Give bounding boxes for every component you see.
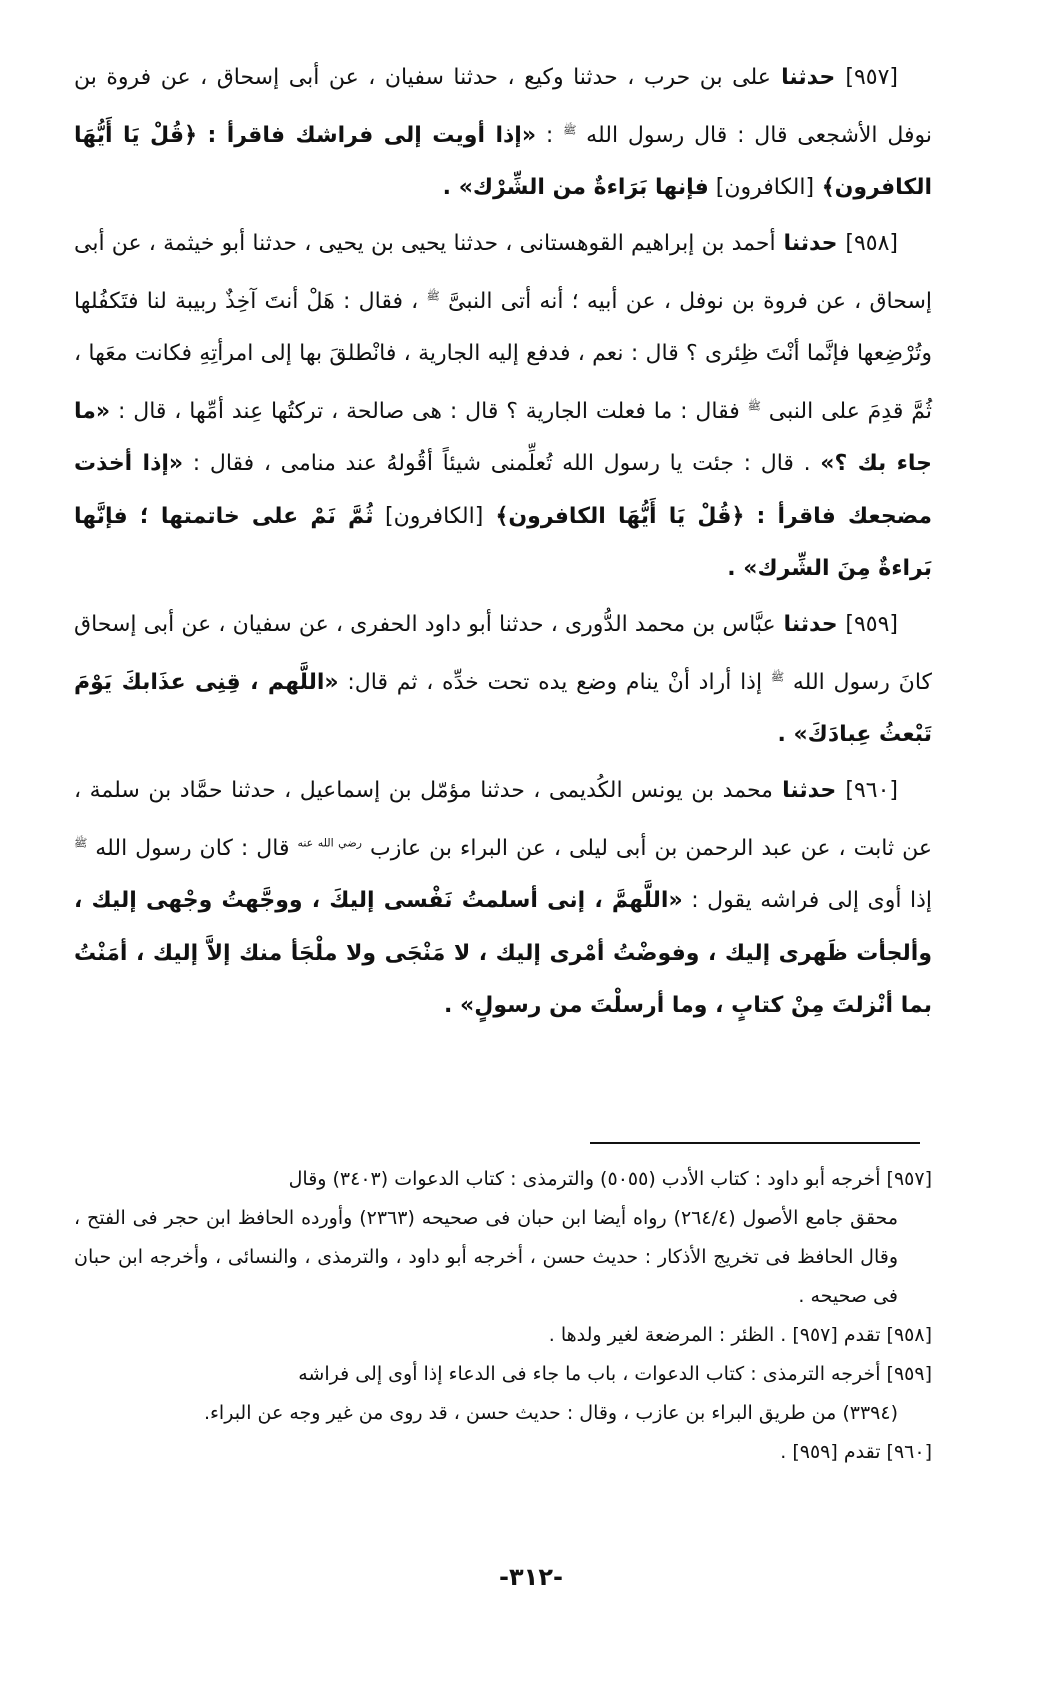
text-segment: إذا أوى إلى فراشه يقول : xyxy=(682,888,932,914)
text-segment: قال : كان رسول الله xyxy=(87,835,298,861)
honorific-glyph: ﷺ xyxy=(426,289,440,303)
hadith-959 xyxy=(74,599,932,762)
bold-text-segment: «ما جاء بك ؟» xyxy=(74,398,932,477)
text-segment: ، فقال : هَلْ أنتَ آخِذٌ ربيبة لنا فتَكفُلها وتُرْضِعها فإنَّما أنْتَ ظِئرى ؟ قال : نعم ، فدفع إليه الجارية ، فانْطلقَ بها إلى امرأتِهِ فكانت معَها ، ثُمَّ قدِمَ على النبى xyxy=(74,288,932,424)
hadith-number: [٩٥٧] xyxy=(845,65,899,90)
footnote-number: [٩٥٩] xyxy=(886,1363,932,1385)
bold-text-segment: فإنها بَرَاءةٌ من الشِّرْك» . xyxy=(442,175,709,201)
bold-text-segment: حدثنا xyxy=(775,230,846,256)
text-segment: على بن حرب ، حدثنا وكيع ، حدثنا سفيان ، عن أبى إسحاق ، عن فروة بن نوفل الأشجعى قال : قال رسول الله xyxy=(74,65,932,148)
footnote-divider xyxy=(590,1142,920,1144)
honorific-glyph: ﷺ xyxy=(747,399,761,413)
hadith-number: [٩٥٨] xyxy=(845,230,898,256)
hadith-text-body xyxy=(74,52,932,1033)
page-number: -٣١٢- xyxy=(499,1563,563,1591)
hadith-number: [٩٦٠] xyxy=(845,777,898,803)
footnote-lead: أخرجه أبو داود : كتاب الأدب (٥٠٥٥) والترمذى : كتاب الدعوات (٣٤٠٣) وقال xyxy=(288,1168,887,1190)
footnote-lead: أخرجه الترمذى : كتاب الدعوات ، باب ما جاء فى الدعاء إذا أوى إلى فراشه xyxy=(298,1363,887,1385)
honorific-glyph: ﷺ xyxy=(770,670,785,684)
honorific-glyph: ﷺ xyxy=(74,836,88,850)
text-segment: محمد بن يونس الكُديمى ، حدثنا مؤمّل بن إسماعيل ، حدثنا حمَّاد بن سلمة ، عن ثابت ، عن عبد الرحمن بن أبى ليلى ، عن البراء بن عازب xyxy=(74,777,932,861)
text-segment: . قال : جئت يا رسول الله تُعلِّمنى شيئاً أقُولهُ عند منامى ، فقال : xyxy=(183,451,821,477)
footnote-lead: تقدم [٩٥٩] . xyxy=(780,1441,887,1463)
bold-text-segment: ثُمَّ نَمْ على خاتمتها ؛ فإنَّها بَراءةٌ مِنَ الشِّرك» . xyxy=(74,503,932,582)
bold-text-segment: حدثنا xyxy=(770,65,846,90)
footnote-continuation: (٣٣٩٤) من طريق البراء بن عازب ، وقال : حديث حسن ، قد روى من غير وجه عن البراء. xyxy=(203,1402,898,1424)
footnote-continuation: محقق جامع الأصول (٢٦٤/٤) رواه أيضا ابن حبان فى صحيحه (٢٣٦٣) وأورده الحافظ ابن حجر فى الفتح ، وقال الحافظ فى تخريج الأذكار : حديث حسن ، أخرجه أبو داود ، والترمذى ، والنسائى ، وأخرجه ابن حبان فى صحيحه . xyxy=(74,1207,898,1307)
hadith-958 xyxy=(74,218,932,596)
bold-text-segment: «اللَّهم ، قِنِى عذَابكَ يَوْمَ تَبْعثُ عِبادَكَ» . xyxy=(74,669,932,748)
bold-text-segment: حدثنا xyxy=(772,777,846,803)
hadith-957 xyxy=(74,52,932,215)
footnote-lead: تقدم [٩٥٧] . الظئر : المرضعة لغير ولدها . xyxy=(548,1324,887,1346)
text-segment: إذا أراد أنْ ينام وضع يده تحت خدِّه ، ثم قال: xyxy=(338,669,771,695)
honorific-glyph: ﷺ xyxy=(563,123,577,137)
footnote-number: [٩٥٨] xyxy=(886,1324,932,1346)
text-segment: [الكافرون] xyxy=(373,503,484,529)
hadith-960 xyxy=(74,765,932,1033)
footnote-960 xyxy=(74,1433,932,1472)
footnote-958 xyxy=(74,1316,932,1355)
hadith-number: [٩٥٩] xyxy=(845,611,898,637)
bold-text-segment: «إذا أخذت مضجعك فاقرأ : ﴿قُلْ يَا أَيُّهَا الكافرون﴾ xyxy=(74,451,932,529)
text-segment: عبَّاس بن محمد الدُّورى ، حدثنا أبو داود الحفرى ، عن سفيان ، عن أبى إسحاق كانَ رسول الله xyxy=(74,611,933,695)
text-segment: أحمد بن إبراهيم القوهستانى ، حدثنا يحيى بن يحيى ، حدثنا أبو خيثمة ، عن أبى إسحاق ، عن فروة بن نوفل ، عن أبيه ؛ أنه أتى النبىَّ xyxy=(74,230,932,314)
bold-text-segment: «إذا أويت إلى فراشك فاقرأ : ﴿قُلْ يَا أَيُّهَا الكافرون﴾ xyxy=(74,122,932,201)
footnote-number: [٩٥٧] xyxy=(886,1168,932,1190)
text-segment: [الكافرون] xyxy=(708,175,815,201)
text-segment: : xyxy=(536,122,564,148)
bold-text-segment: «اللَّهمَّ ، إنى أسلمتُ نَفْسى إليكَ ، ووجَّهتُ وجْهى إليك ، وألجأت ظَهرى إليك ، وفوضْتُ أمْرى إليك ، لا مَنْجَى ولا ملْجَأ منك إلاَّ إليك ، أمَنْتُ بما أنْزلتَ مِنْ كتابٍ ، وما أرسلْتَ من رسولٍ» . xyxy=(74,888,932,1019)
footnotes xyxy=(74,1160,932,1472)
footnote-959 xyxy=(74,1355,932,1433)
footnote-number: [٩٦٠] xyxy=(886,1441,932,1463)
footnote-957 xyxy=(74,1160,932,1316)
bold-text-segment: حدثنا xyxy=(775,611,846,637)
text-segment: فقال : ما فعلت الجارية ؟ قال : هى صالحة ، تركتُها عِند أمِّها ، قال : xyxy=(110,398,748,424)
honorific-glyph: رضي الله عنه xyxy=(297,836,362,850)
